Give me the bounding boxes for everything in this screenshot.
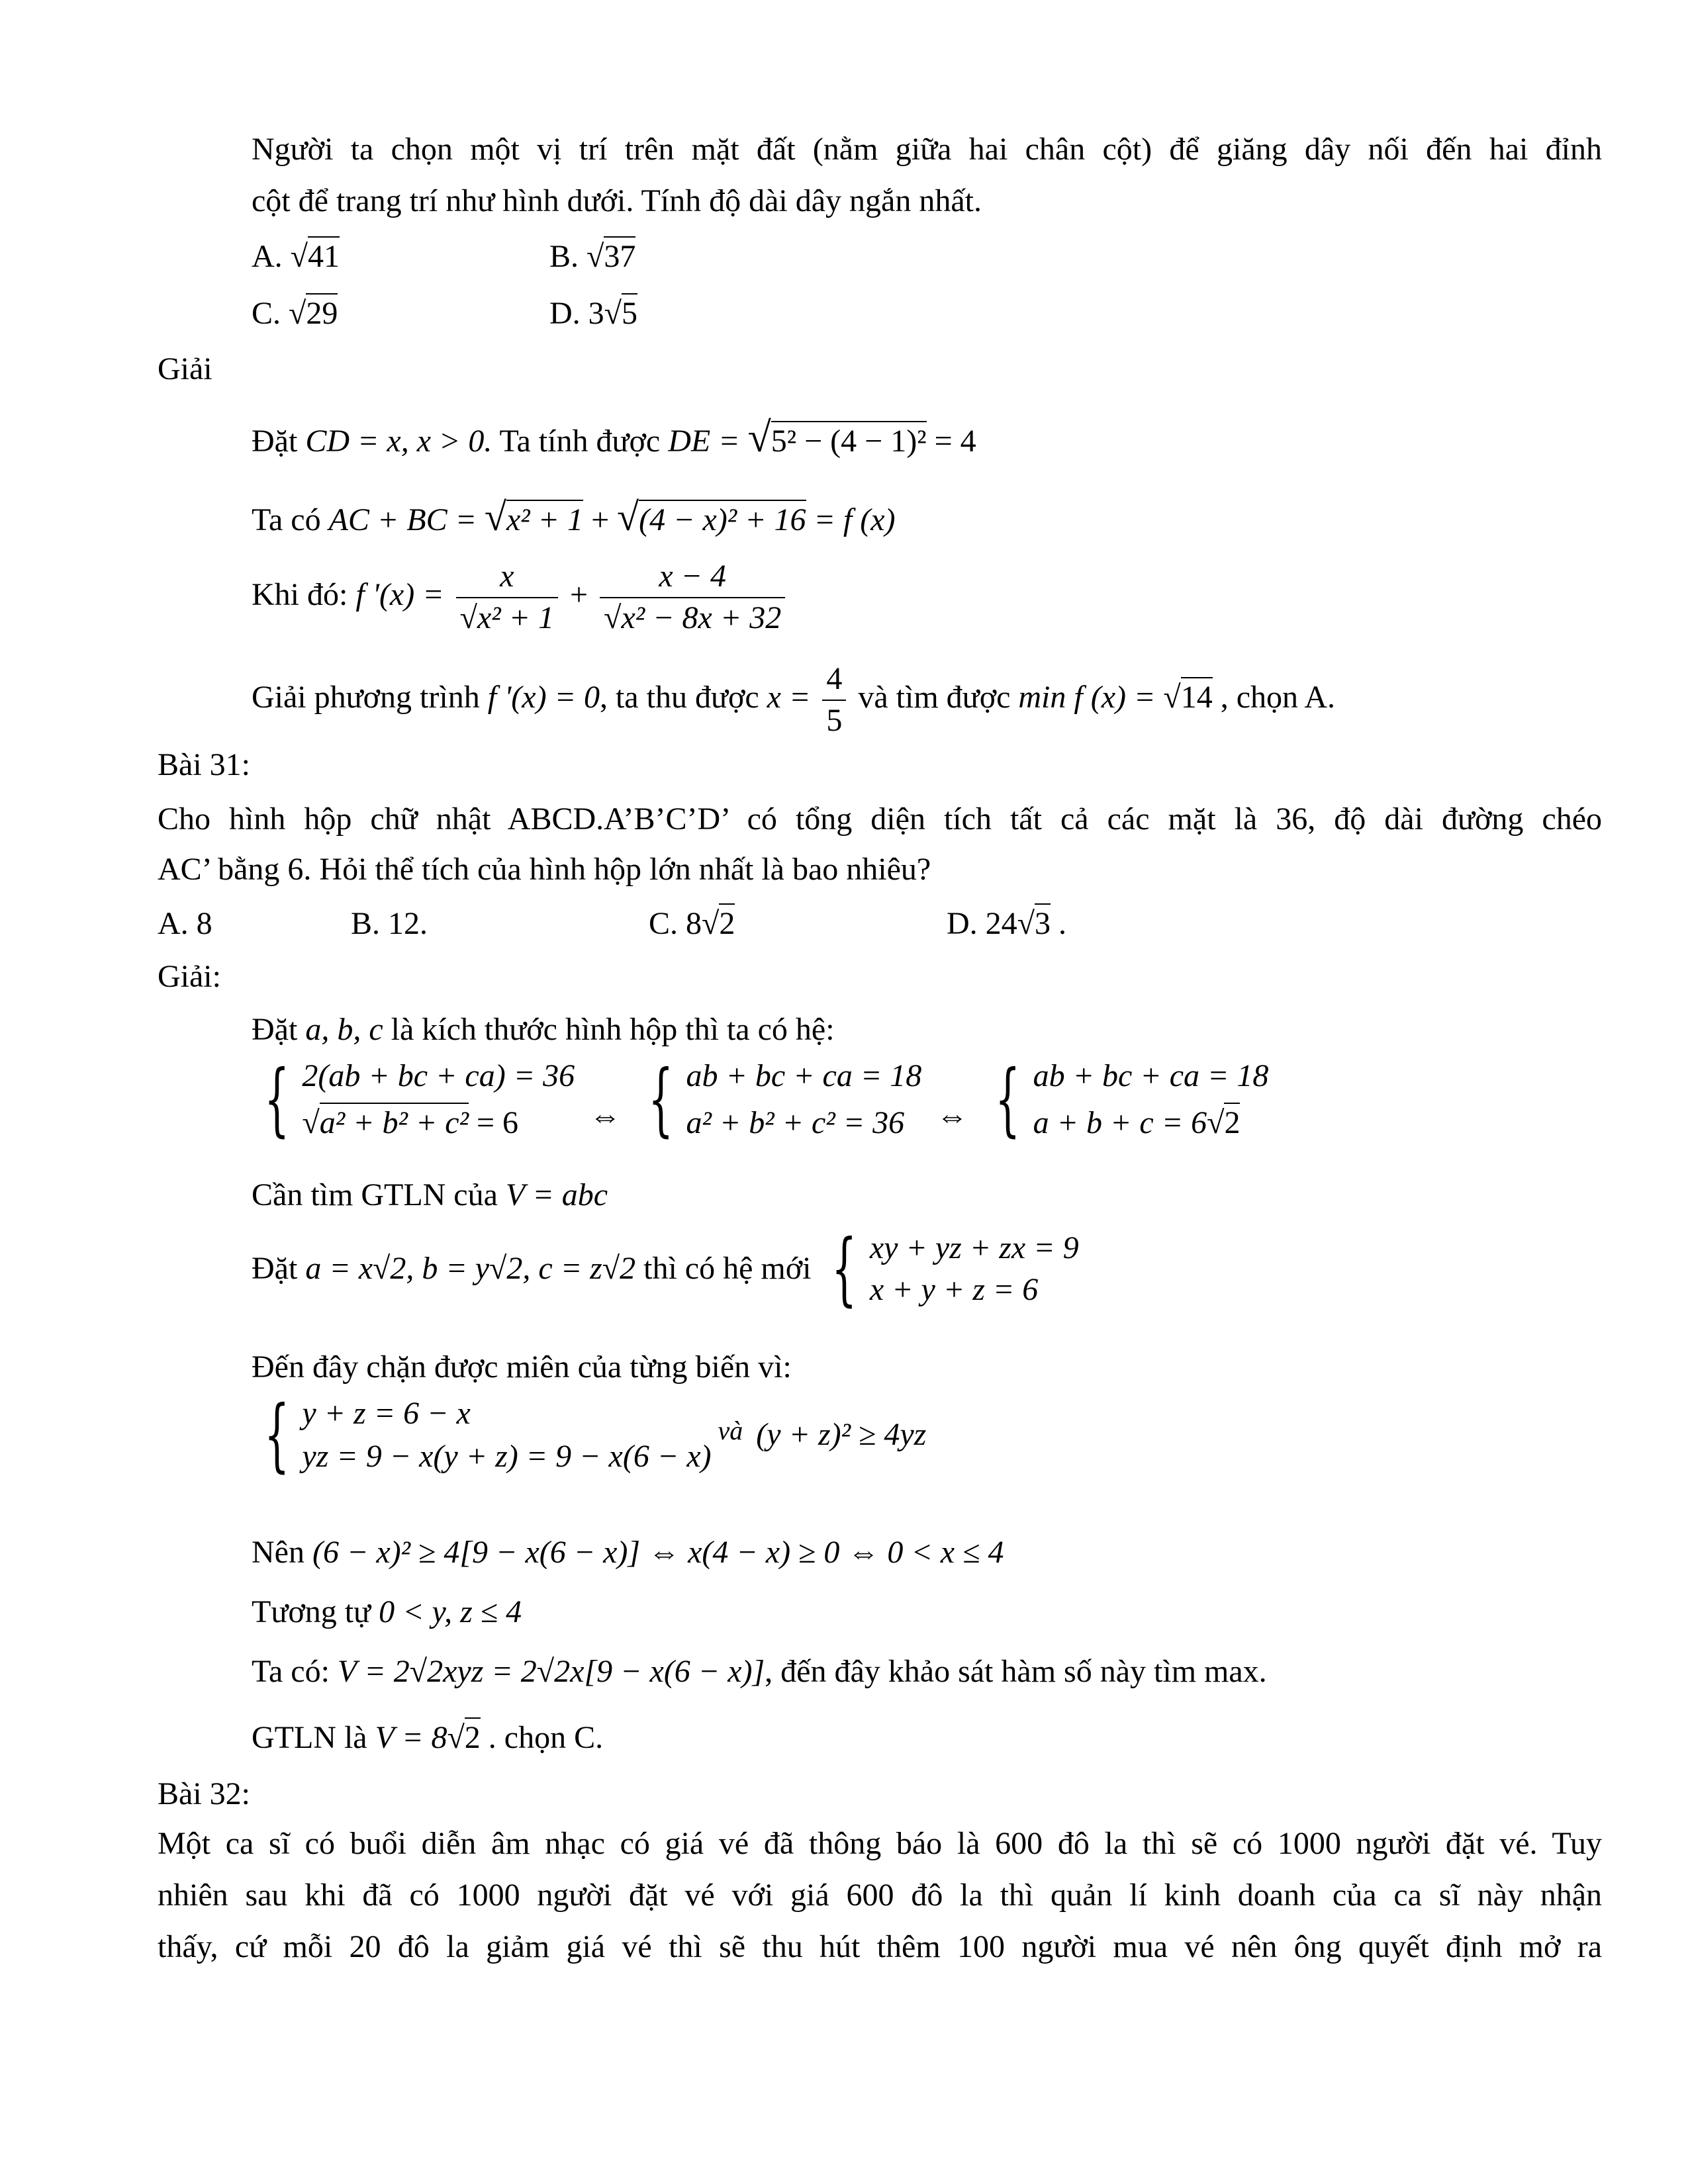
solution-line: Đặt a = x√2, b = y√2, c = z√2 thì có hệ mới { xy + yz + zx = 9 x + y + z = 6: [252, 1222, 1079, 1315]
solution-line: Tương tự 0 < y, z ≤ 4: [252, 1594, 522, 1629]
solution-line: Đến đây chặn được miên của từng biến vì:: [252, 1349, 792, 1385]
problem-text-line: nhiên sau khi đã có 1000 người đặt vé với giá 600 đô la thì quản lí kinh doanh của ca sĩ này nhận: [158, 1878, 1602, 1913]
solution-line: Nên (6 − x)² ≥ 4[9 − x(6 − x)] ⇔ x(4 − x) ≥ 0 ⇔ 0 < x ≤ 4: [252, 1535, 1004, 1570]
fraction: $\frac{x}{\text{√x² + 1}}$: [456, 559, 558, 636]
problem-text-line: Người ta chọn một vị trí trên mặt đất (nằm giữa hai chân cột) để giăng dây nối đến hai đỉnh: [252, 132, 1602, 167]
solution-line: Cần tìm GTLN của V = abc: [252, 1177, 608, 1212]
problem-text-line: AC’ bằng 6. Hỏi thể tích của hình hộp lớn nhất là bao nhiêu?: [158, 852, 931, 887]
option-d[interactable]: D. 3√5: [549, 296, 637, 332]
problem-text-line: Một ca sĩ có buổi diễn âm nhạc có giá vé đã thông báo là 600 đô la thì sẽ có 1000 người đặt vé. Tuy: [158, 1826, 1602, 1861]
option-d[interactable]: D. 24√3 .: [947, 907, 1066, 942]
solution-line: Ta có AC + BC = √x² + 1 + √(4 − x)² + 16 = f (x): [252, 495, 896, 539]
solution-line: Ta có: V = 2√2xyz = 2√2x[9 − x(6 − x)], đến đây khảo sát hàm số này tìm max.: [252, 1654, 1267, 1689]
problem-text-line: Cho hình hộp chữ nhật ABCD.A’B’C’D’ có tổng diện tích tất cả các mặt là 36, độ dài đường chéo: [158, 801, 1602, 837]
solution-line: Khi đó: f '(x) = $\frac{x}{\text{√x² + 1}}$ + $\frac{x - 4}{\text{√x² − 8x + 32}}$: [252, 559, 789, 636]
fraction: $\frac{4}{5}$: [822, 662, 846, 739]
option-a[interactable]: A. 8: [158, 906, 212, 941]
solution-line: Đặt CD = x, x > 0. Ta tính được DE = √5² − (4 − 1)² = 4: [252, 414, 976, 461]
option-b[interactable]: B. √37: [549, 240, 635, 275]
solution-line: GTLN là V = 8√2 . chọn C.: [252, 1721, 603, 1756]
option-a[interactable]: A. √41: [252, 240, 340, 275]
problem-text-line: thấy, cứ mỗi 20 đô la giảm giá vé thì sẽ thu hút thêm 100 người mua vé nên ông quyết định mở ra: [158, 1929, 1602, 1964]
solution-line: Giải phương trình f '(x) = 0, ta thu được x = $\frac{4}{5}$ và tìm được min f (x) = √14 , chọn A.: [252, 661, 1336, 738]
option-c[interactable]: C. 8√2: [649, 907, 735, 942]
equation-systems: { 2(ab + bc + ca) = 36 √a² + b² + c² = 6 ⇔ { ab + bc + ca = 18 a² + b² + c² = 36 ⇔ { ab + bc + ca = 18 a + b + c = 6√2: [264, 1053, 1269, 1146]
solution-line: { y + z = 6 − x yz = 9 − x(y + z) = 9 − x(6 − x) và (y + z)² ≥ 4yz: [264, 1388, 927, 1481]
solution-heading: Giải: [158, 351, 212, 387]
option-c[interactable]: C. √29: [252, 296, 338, 332]
option-b[interactable]: B. 12.: [351, 906, 428, 941]
solution-line: Đặt a, b, c là kích thước hình hộp thì ta có hệ:: [252, 1012, 835, 1047]
problem-text-line: cột để trang trí như hình dưới. Tính độ dài dây ngắn nhất.: [252, 183, 982, 218]
solution-heading: Giải:: [158, 959, 221, 994]
fraction: $\frac{x - 4}{\text{√x² − 8x + 32}}$: [600, 559, 785, 636]
problem-title: Bài 32:: [158, 1776, 250, 1811]
problem-title: Bài 31:: [158, 747, 250, 782]
